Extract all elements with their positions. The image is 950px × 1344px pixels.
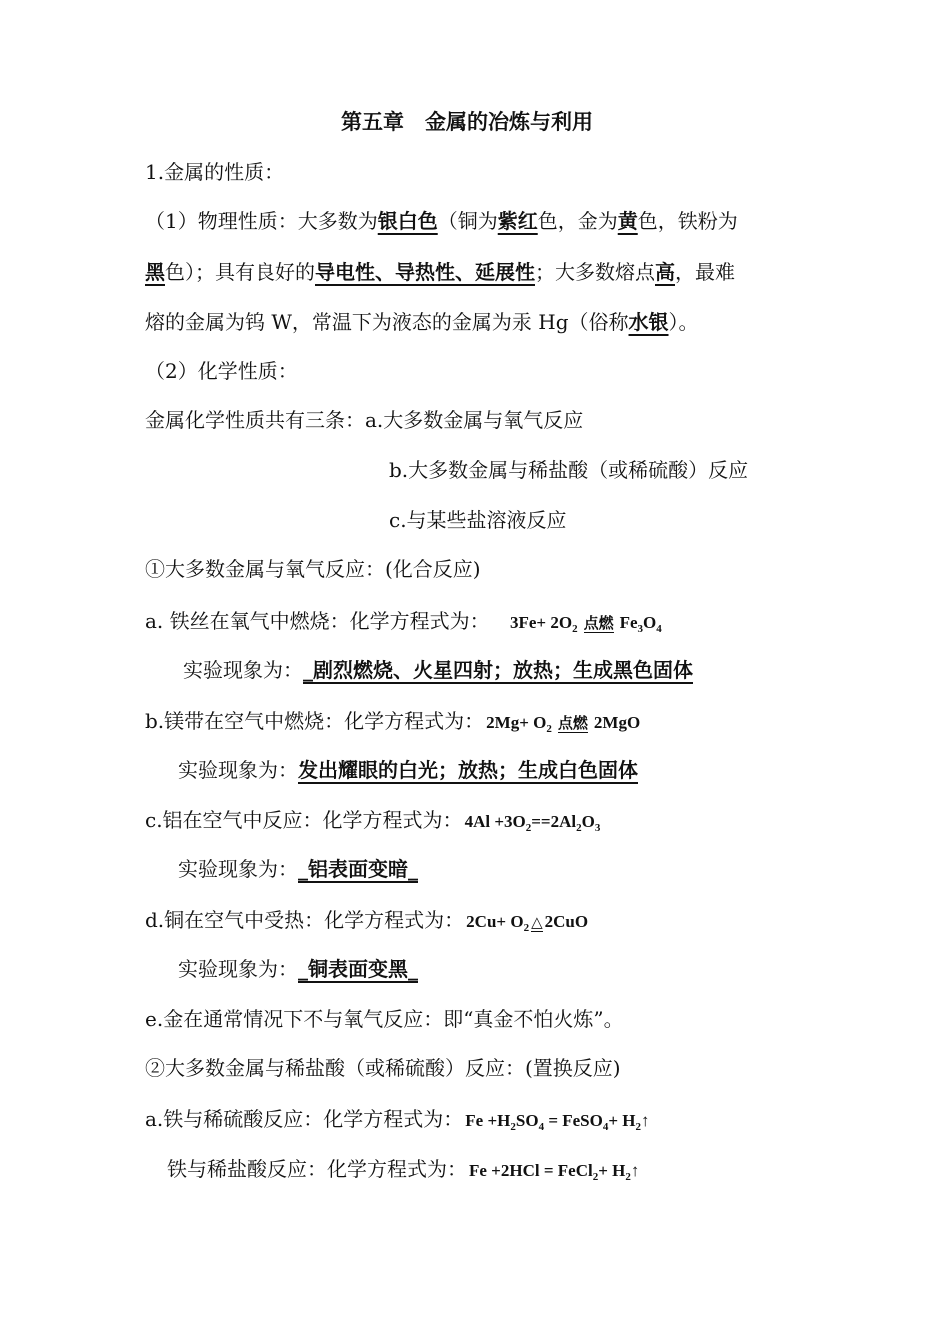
- text: 色）；具有良好的: [165, 260, 315, 284]
- equation: $Fe +H_2SO_4$ = FeSO$_4$+ $H_2↑$: [465, 1111, 650, 1133]
- answer-high: 高: [655, 260, 675, 284]
- text: 色，金为: [537, 209, 618, 233]
- text: a. 铁丝在氧气中燃烧：化学方程式为：: [145, 609, 490, 633]
- answer-conductivity: 导电性、导热性、延展性: [315, 260, 535, 284]
- physical-properties-line-3: [145, 308, 699, 336]
- reaction-a: [145, 607, 662, 643]
- text: ）。: [668, 310, 699, 334]
- section-heading-properties: 1.金属的性质：: [145, 160, 285, 184]
- chemical-item-b: b.大多数金属与稀盐酸（或稀硫酸）反应: [389, 458, 749, 482]
- equation: $3Fe+ 2O_2$ 点燃 $Fe_3O_4$: [510, 613, 662, 635]
- text: 铁与稀盐酸反应：化学方程式为：: [167, 1157, 467, 1181]
- text: 实验现象为：: [178, 758, 298, 782]
- text: （1）物理性质：大多数为: [145, 209, 378, 233]
- equation: $2Mg+ O_2$ 点燃 2MgO: [486, 713, 641, 735]
- text: c.铝在空气中反应：化学方程式为：: [145, 808, 463, 832]
- text: 色，铁粉为: [637, 209, 738, 233]
- physical-properties-line-2: [145, 258, 735, 286]
- acid-reaction-heading: ②大多数金属与稀盐酸（或稀硫酸）反应：(置换反应): [145, 1056, 621, 1080]
- condition-heat: △: [531, 915, 543, 931]
- chemical-intro: 金属化学性质共有三条：a.大多数金属与氧气反应: [145, 408, 584, 432]
- reaction-d: [145, 906, 588, 942]
- answer-mercury: 水银: [628, 310, 669, 334]
- oxygen-reaction-heading: ①大多数金属与氧气反应：(化合反应): [145, 557, 481, 581]
- answer-phenomenon: _铝表面变暗_: [298, 857, 418, 881]
- acid-reaction-b: [167, 1155, 639, 1191]
- equation: Fe +2HCl = FeCl$_2$+ $H_2↑$: [469, 1161, 640, 1183]
- text: 实验现象为：: [178, 857, 298, 881]
- text: a.铁与稀硫酸反应：化学方程式为：: [145, 1107, 464, 1131]
- phenomenon-d: [178, 955, 418, 983]
- text: 实验现象为：: [183, 658, 303, 682]
- reaction-c: [145, 806, 600, 842]
- answer-yellow: 黄: [617, 209, 638, 233]
- answer-purple-red: 紫红: [497, 209, 538, 233]
- phenomenon-a: [183, 656, 693, 684]
- reaction-e: e.金在通常情况下不与氧气反应：即“真金不怕火炼”。: [145, 1007, 624, 1031]
- answer-phenomenon: _剧烈燃烧、火星四射；放热；生成黑色固体: [303, 658, 693, 682]
- text: 实验现象为：: [178, 957, 298, 981]
- acid-reaction-a: [145, 1105, 650, 1141]
- section-heading-chemical: （2）化学性质：: [145, 359, 298, 383]
- text: 熔的金属为钨 W，常温下为液态的金属为汞 Hg（俗称: [145, 310, 629, 334]
- physical-properties-line-1: [145, 207, 738, 235]
- answer-silver-white: 银白色: [377, 209, 438, 233]
- phenomenon-c: [178, 855, 418, 883]
- condition-ignite: 点燃: [557, 716, 588, 732]
- text: d.铜在空气中受热：化学方程式为：: [145, 908, 465, 932]
- equation: $2Cu+ O_2$ △ 2CuO: [466, 912, 589, 934]
- page-title: 第五章 金属的冶炼与利用: [341, 109, 593, 134]
- chemical-item-c: c.与某些盐溶液反应: [389, 508, 567, 532]
- answer-black: 黑: [145, 260, 165, 284]
- text: （铜为: [437, 209, 498, 233]
- text: b.镁带在空气中燃烧：化学方程式为：: [145, 709, 485, 733]
- answer-phenomenon: 发出耀眼的白光；放热；生成白色固体: [298, 758, 638, 782]
- equation: $4Al +3O_2==2Al_2O_3$: [464, 812, 601, 834]
- condition-ignite: 点燃: [583, 616, 614, 632]
- text: ；大多数熔点: [535, 260, 655, 284]
- answer-phenomenon: _铜表面变黑_: [298, 957, 418, 981]
- reaction-b: [145, 707, 640, 743]
- phenomenon-b: [178, 756, 638, 784]
- text: ，最难: [675, 260, 735, 284]
